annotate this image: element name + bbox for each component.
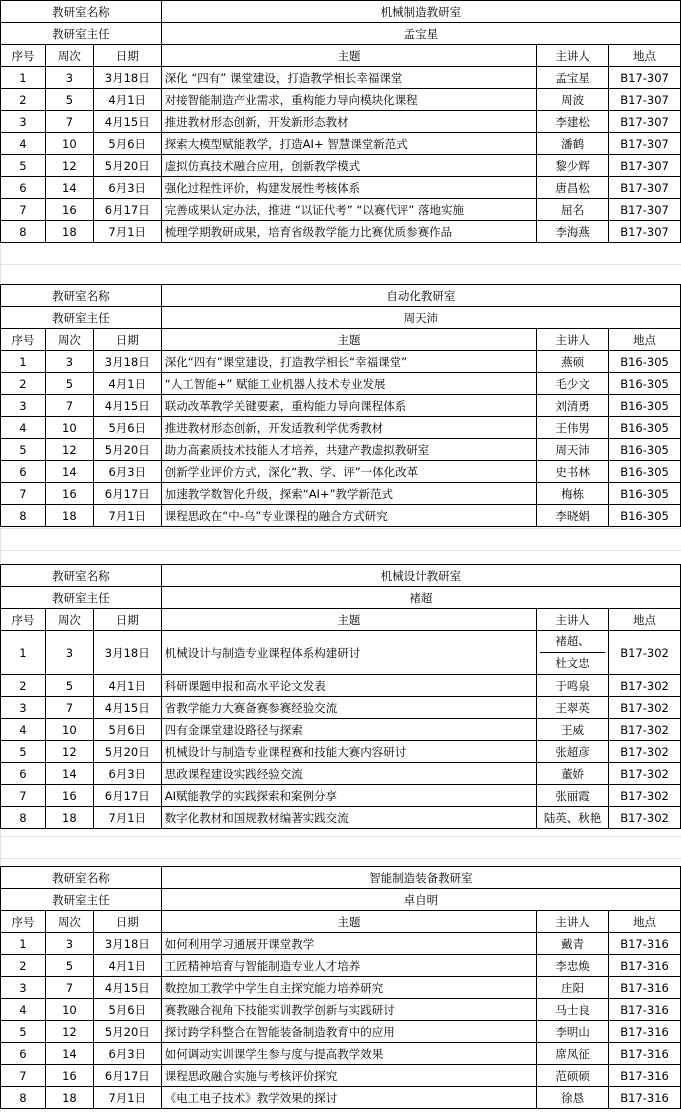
week-cell[interactable]: 7: [45, 977, 93, 999]
topic-cell[interactable]: “人工智能+” 赋能工业机器人技术专业发展: [161, 373, 536, 395]
date-cell[interactable]: 4月15日: [93, 697, 161, 719]
date-cell[interactable]: 3月18日: [93, 351, 161, 373]
topic-cell[interactable]: 《电工电子技术》教学效果的探讨: [161, 1087, 536, 1109]
section-table: [0, 564, 681, 829]
seq-cell[interactable]: 2: [1, 675, 46, 697]
date-cell[interactable]: 5月6日: [93, 719, 161, 741]
column-header-row: [1, 911, 681, 933]
date-cell[interactable]: 6月3日: [93, 1043, 161, 1065]
topic-cell[interactable]: 对接智能制造产业需求，重构能力导向模块化课程: [161, 89, 537, 111]
section-name-row: [1, 867, 681, 889]
table-row: [1, 763, 681, 785]
speaker-cell[interactable]: 王翠英: [537, 697, 609, 719]
section-table: [0, 0, 681, 243]
director-value[interactable]: 周天沛: [161, 307, 680, 329]
date-cell[interactable]: 4月1日: [93, 955, 161, 977]
seq-cell[interactable]: 6: [1, 1043, 46, 1065]
director-row: [1, 587, 681, 609]
topic-cell[interactable]: 赛教融合视角下技能实训教学创新与实践研讨: [161, 999, 536, 1021]
table-row: [1, 155, 681, 177]
column-header-row: [1, 45, 681, 67]
header-speaker: 主讲人: [537, 329, 609, 351]
location-cell[interactable]: B17-307: [609, 199, 681, 221]
topic-cell[interactable]: 思政课程建设实践经验交流: [161, 763, 536, 785]
date-cell[interactable]: 4月1日: [93, 675, 161, 697]
location-cell[interactable]: B16-305: [609, 373, 681, 395]
topic-cell[interactable]: 四有金课堂建设路径与探索: [161, 719, 536, 741]
location-cell[interactable]: B17-302: [609, 697, 681, 719]
speaker-cell[interactable]: 席凤征: [537, 1043, 609, 1065]
date-cell[interactable]: 7月1日: [93, 221, 161, 243]
week-cell[interactable]: 3: [45, 67, 93, 89]
week-cell[interactable]: 10: [45, 999, 93, 1021]
week-cell[interactable]: 12: [45, 439, 93, 461]
date-cell[interactable]: 5月20日: [93, 741, 161, 763]
seq-cell[interactable]: 1: [1, 631, 46, 675]
location-cell[interactable]: B16-305: [609, 461, 681, 483]
speaker-cell[interactable]: 董娇: [537, 763, 609, 785]
seq-cell[interactable]: 3: [1, 395, 46, 417]
room-name-label: 教研室名称: [1, 1, 162, 23]
topic-cell[interactable]: 加速教学数智化升级，探索“AI+”教学新范式: [161, 483, 536, 505]
week-cell[interactable]: 3: [45, 631, 93, 675]
table-row: [1, 439, 681, 461]
header-week: 周次: [45, 329, 93, 351]
speaker-cell[interactable]: [537, 631, 609, 675]
director-row: [1, 307, 681, 329]
date-cell[interactable]: 3月18日: [93, 631, 161, 675]
seq-cell[interactable]: 5: [1, 741, 46, 763]
header-week: 周次: [45, 609, 93, 631]
location-cell[interactable]: B17-307: [609, 67, 681, 89]
location-cell[interactable]: B17-302: [609, 763, 681, 785]
date-cell[interactable]: 3月18日: [93, 67, 161, 89]
column-header-row: [1, 609, 681, 631]
date-cell[interactable]: 7月1日: [93, 1087, 161, 1109]
topic-cell[interactable]: 机械设计与制造专业课程赛和技能大赛内容研讨: [161, 741, 536, 763]
table-row: [1, 955, 681, 977]
week-cell[interactable]: 10: [45, 133, 93, 155]
seq-cell[interactable]: 3: [1, 977, 46, 999]
week-cell[interactable]: 5: [45, 675, 93, 697]
seq-cell[interactable]: 8: [1, 807, 46, 829]
table-row: [1, 1087, 681, 1109]
topic-cell[interactable]: 如何利用学习通展开课堂教学: [161, 933, 536, 955]
location-cell[interactable]: B17-316: [609, 977, 681, 999]
speaker-cell[interactable]: 李建松: [537, 111, 609, 133]
date-cell[interactable]: 6月17日: [93, 785, 161, 807]
date-cell[interactable]: 6月17日: [93, 199, 161, 221]
seq-cell[interactable]: 2: [1, 373, 46, 395]
date-cell[interactable]: 4月1日: [93, 89, 161, 111]
week-cell[interactable]: 16: [45, 785, 93, 807]
seq-cell[interactable]: 3: [1, 111, 46, 133]
topic-cell[interactable]: 如何调动实训课学生参与度与提高教学效果: [161, 1043, 536, 1065]
location-cell[interactable]: B17-307: [609, 133, 681, 155]
location-cell[interactable]: B17-316: [609, 955, 681, 977]
week-cell[interactable]: 14: [45, 177, 93, 199]
week-cell[interactable]: 16: [45, 483, 93, 505]
topic-cell[interactable]: 课程思政融合实施与考核评价探究: [161, 1065, 536, 1087]
director-value[interactable]: 褚超: [161, 587, 680, 609]
header-speaker: 主讲人: [537, 609, 609, 631]
topic-cell[interactable]: 机械设计与制造专业课程体系构建研讨: [161, 631, 536, 675]
speaker-cell[interactable]: 李晓娟: [537, 505, 609, 527]
date-cell[interactable]: 7月1日: [93, 505, 161, 527]
room-name-value[interactable]: 自动化教研室: [161, 285, 680, 307]
seq-cell[interactable]: 2: [1, 955, 46, 977]
date-cell[interactable]: 5月20日: [93, 439, 161, 461]
seq-cell[interactable]: 8: [1, 221, 46, 243]
date-cell[interactable]: 4月15日: [93, 977, 161, 999]
table-row: [1, 373, 681, 395]
table-row: [1, 807, 681, 829]
week-cell[interactable]: 3: [45, 933, 93, 955]
location-cell[interactable]: B16-305: [609, 483, 681, 505]
director-row: [1, 889, 681, 911]
table-row: [1, 351, 681, 373]
location-cell[interactable]: B17-307: [609, 111, 681, 133]
room-name-label: 教研室名称: [1, 867, 162, 889]
topic-cell[interactable]: 虚拟仿真技术融合应用，创新教学模式: [161, 155, 537, 177]
week-cell[interactable]: 16: [45, 199, 93, 221]
speaker-cell[interactable]: 李忠焕: [537, 955, 609, 977]
date-cell[interactable]: 5月6日: [93, 417, 161, 439]
table-row: [1, 1065, 681, 1087]
speaker-cell[interactable]: 周天沛: [537, 439, 609, 461]
table-row: [1, 1043, 681, 1065]
header-seq: 序号: [1, 45, 46, 67]
speaker-cell[interactable]: 李海燕: [537, 221, 609, 243]
date-cell[interactable]: 4月1日: [93, 373, 161, 395]
seq-cell[interactable]: 6: [1, 177, 46, 199]
table-row: [1, 631, 681, 675]
speaker-cell[interactable]: 陆英、秋艳: [537, 807, 609, 829]
topic-cell[interactable]: 推进教材形态创新，开发新形态教材: [161, 111, 537, 133]
header-seq: 序号: [1, 911, 46, 933]
week-cell[interactable]: 16: [45, 1065, 93, 1087]
speaker-cell[interactable]: 戴青: [537, 933, 609, 955]
week-cell[interactable]: 18: [45, 807, 93, 829]
date-cell[interactable]: 6月17日: [93, 1065, 161, 1087]
speaker-cell[interactable]: 屈名: [537, 199, 609, 221]
seq-cell[interactable]: 5: [1, 439, 46, 461]
seq-cell[interactable]: 7: [1, 199, 46, 221]
topic-cell[interactable]: 助力高素质技术技能人才培养，共建产教虚拟教研室: [161, 439, 536, 461]
table-row: [1, 395, 681, 417]
table-row: [1, 177, 681, 199]
location-cell[interactable]: B17-316: [609, 1043, 681, 1065]
header-date: 日期: [93, 45, 161, 67]
header-seq: 序号: [1, 329, 46, 351]
director-value[interactable]: 卓自明: [161, 889, 680, 911]
header-topic: 主题: [161, 911, 536, 933]
speaker-cell[interactable]: 燕硕: [537, 351, 609, 373]
speaker-cell[interactable]: 马士良: [537, 999, 609, 1021]
speaker-cell[interactable]: 史书林: [537, 461, 609, 483]
table-row: [1, 111, 681, 133]
seq-cell[interactable]: 1: [1, 933, 46, 955]
date-cell[interactable]: 5月20日: [93, 1021, 161, 1043]
week-cell[interactable]: 14: [45, 1043, 93, 1065]
speaker-cell[interactable]: 范硕硕: [537, 1065, 609, 1087]
seq-cell[interactable]: 5: [1, 1021, 46, 1043]
week-cell[interactable]: 12: [45, 155, 93, 177]
location-cell[interactable]: B17-302: [609, 719, 681, 741]
date-cell[interactable]: 6月17日: [93, 483, 161, 505]
table-row: [1, 785, 681, 807]
table-row: [1, 133, 681, 155]
seq-cell[interactable]: 2: [1, 89, 46, 111]
week-cell[interactable]: 3: [45, 351, 93, 373]
week-cell[interactable]: 5: [45, 89, 93, 111]
week-cell[interactable]: 7: [45, 697, 93, 719]
table-row: [1, 505, 681, 527]
seq-cell[interactable]: 4: [1, 719, 46, 741]
room-name-value[interactable]: 机械设计教研室: [161, 565, 680, 587]
header-speaker: 主讲人: [537, 45, 609, 67]
speaker-cell[interactable]: 张丽霞: [537, 785, 609, 807]
date-cell[interactable]: 4月15日: [93, 111, 161, 133]
table-row: [1, 417, 681, 439]
speaker-cell[interactable]: 唐昌松: [537, 177, 609, 199]
seq-cell[interactable]: 6: [1, 763, 46, 785]
speaker-cell[interactable]: 李明山: [537, 1021, 609, 1043]
week-cell[interactable]: 10: [45, 719, 93, 741]
topic-cell[interactable]: 探讨跨学科整合在智能装备制造教育中的应用: [161, 1021, 536, 1043]
topic-cell[interactable]: 梳理学期教研成果，培育省级教学能力比赛优质参赛作品: [161, 221, 537, 243]
date-cell[interactable]: 4月15日: [93, 395, 161, 417]
speaker-stack: [540, 631, 605, 674]
table-row: [1, 675, 681, 697]
date-cell[interactable]: 5月6日: [93, 133, 161, 155]
table-row: [1, 719, 681, 741]
director-label: 教研室主任: [1, 889, 162, 911]
speaker-line: 杜文忠: [540, 652, 605, 674]
speaker-cell[interactable]: 周波: [537, 89, 609, 111]
date-cell[interactable]: 3月18日: [93, 933, 161, 955]
topic-cell[interactable]: 课程思政在“中-乌”专业课程的融合方式研究: [161, 505, 536, 527]
section-name-row: [1, 285, 681, 307]
location-cell[interactable]: B17-302: [609, 631, 681, 675]
speaker-cell[interactable]: 于鸣泉: [537, 675, 609, 697]
table-row: [1, 977, 681, 999]
location-cell[interactable]: B17-307: [609, 155, 681, 177]
topic-cell[interactable]: 强化过程性评价，构建发展性考核体系: [161, 177, 537, 199]
room-name-label: 教研室名称: [1, 285, 162, 307]
date-cell[interactable]: 6月3日: [93, 177, 161, 199]
week-cell[interactable]: 12: [45, 1021, 93, 1043]
week-cell[interactable]: 5: [45, 373, 93, 395]
seq-cell[interactable]: 3: [1, 697, 46, 719]
column-header-row: [1, 329, 681, 351]
week-cell[interactable]: 18: [45, 1087, 93, 1109]
location-cell[interactable]: B17-316: [609, 999, 681, 1021]
topic-cell[interactable]: 深化“四有”课堂建设，打造教学相长“幸福课堂”: [161, 351, 536, 373]
speaker-cell[interactable]: 潘鹤: [537, 133, 609, 155]
topic-cell[interactable]: 完善成果认定办法，推进 “以证代考” “以赛代评” 落地实施: [161, 199, 537, 221]
speaker-cell[interactable]: 王伟男: [537, 417, 609, 439]
header-location: 地点: [609, 609, 681, 631]
location-cell[interactable]: B17-302: [609, 741, 681, 763]
table-row: [1, 221, 681, 243]
location-cell[interactable]: B17-307: [609, 89, 681, 111]
table-row: [1, 67, 681, 89]
date-cell[interactable]: 5月6日: [93, 999, 161, 1021]
header-topic: 主题: [161, 609, 536, 631]
header-location: 地点: [609, 45, 681, 67]
topic-cell[interactable]: 科研课题申报和高水平论文发表: [161, 675, 536, 697]
table-row: [1, 697, 681, 719]
header-topic: 主题: [161, 45, 537, 67]
location-cell[interactable]: B17-302: [609, 785, 681, 807]
week-cell[interactable]: 10: [45, 417, 93, 439]
week-cell[interactable]: 14: [45, 763, 93, 785]
seq-cell[interactable]: 8: [1, 1087, 46, 1109]
topic-cell[interactable]: 创新学业评价方式，深化“教、学、评”一体化改革: [161, 461, 536, 483]
header-week: 周次: [45, 911, 93, 933]
speaker-cell[interactable]: 梅栋: [537, 483, 609, 505]
header-location: 地点: [609, 329, 681, 351]
location-cell[interactable]: B16-305: [609, 351, 681, 373]
topic-cell[interactable]: 工匠精神培育与智能制造专业人才培养: [161, 955, 536, 977]
speaker-cell[interactable]: 徐恳: [537, 1087, 609, 1109]
room-name-value[interactable]: 机械制造教研室: [161, 1, 680, 23]
table-row: [1, 461, 681, 483]
week-cell[interactable]: 14: [45, 461, 93, 483]
table-row: [1, 199, 681, 221]
director-label: 教研室主任: [1, 23, 162, 45]
topic-cell[interactable]: AI赋能教学的实践探索和案例分享: [161, 785, 536, 807]
section-table: [0, 866, 681, 1109]
speaker-cell[interactable]: 刘清勇: [537, 395, 609, 417]
section-name-row: [1, 565, 681, 587]
topic-cell[interactable]: 数字化教材和国规教材编著实践交流: [161, 807, 536, 829]
location-cell[interactable]: B16-305: [609, 505, 681, 527]
header-date: 日期: [93, 911, 161, 933]
location-cell[interactable]: B17-316: [609, 933, 681, 955]
location-cell[interactable]: B17-316: [609, 1065, 681, 1087]
header-week: 周次: [45, 45, 93, 67]
week-cell[interactable]: 18: [45, 221, 93, 243]
header-speaker: 主讲人: [537, 911, 609, 933]
room-name-value[interactable]: 智能制造装备教研室: [161, 867, 680, 889]
header-location: 地点: [609, 911, 681, 933]
location-cell[interactable]: B17-316: [609, 1021, 681, 1043]
topic-cell[interactable]: 探索大模型赋能教学，打造AI+ 智慧课堂新范式: [161, 133, 537, 155]
location-cell[interactable]: B17-302: [609, 807, 681, 829]
date-cell[interactable]: 5月20日: [93, 155, 161, 177]
seq-cell[interactable]: 4: [1, 417, 46, 439]
table-row: [1, 741, 681, 763]
topic-cell[interactable]: 数控加工教学中学生自主探究能力培养研究: [161, 977, 536, 999]
seq-cell[interactable]: 6: [1, 461, 46, 483]
seq-cell[interactable]: 4: [1, 999, 46, 1021]
director-row: [1, 23, 681, 45]
speaker-line: 褚超、: [555, 634, 590, 648]
seq-cell[interactable]: 1: [1, 67, 46, 89]
speaker-cell[interactable]: 张超彦: [537, 741, 609, 763]
seq-cell[interactable]: 7: [1, 785, 46, 807]
section-name-row: [1, 1, 681, 23]
location-cell[interactable]: B17-302: [609, 675, 681, 697]
table-row: [1, 483, 681, 505]
table-row: [1, 933, 681, 955]
room-name-label: 教研室名称: [1, 565, 162, 587]
topic-cell[interactable]: 深化 “四有” 课堂建设，打造教学相长幸福课堂: [161, 67, 537, 89]
seq-cell[interactable]: 7: [1, 1065, 46, 1087]
location-cell[interactable]: B17-316: [609, 1087, 681, 1109]
date-cell[interactable]: 6月3日: [93, 763, 161, 785]
section-table: [0, 284, 681, 527]
header-date: 日期: [93, 609, 161, 631]
speaker-cell[interactable]: 毛少文: [537, 373, 609, 395]
speaker-cell[interactable]: 孟宝星: [537, 67, 609, 89]
table-row: [1, 999, 681, 1021]
seq-cell[interactable]: 7: [1, 483, 46, 505]
location-cell[interactable]: B16-305: [609, 395, 681, 417]
date-cell[interactable]: 6月3日: [93, 461, 161, 483]
header-date: 日期: [93, 329, 161, 351]
director-label: 教研室主任: [1, 307, 162, 329]
week-cell[interactable]: 7: [45, 111, 93, 133]
week-cell[interactable]: 7: [45, 395, 93, 417]
week-cell[interactable]: 18: [45, 505, 93, 527]
topic-cell[interactable]: 推进教材形态创新，开发适教利学优秀教材: [161, 417, 536, 439]
director-label: 教研室主任: [1, 587, 162, 609]
week-cell[interactable]: 5: [45, 955, 93, 977]
seq-cell[interactable]: 4: [1, 133, 46, 155]
director-value[interactable]: 孟宝星: [161, 23, 680, 45]
topic-cell[interactable]: 省教学能力大赛备赛参赛经验交流: [161, 697, 536, 719]
speaker-cell[interactable]: 庄阳: [537, 977, 609, 999]
location-cell[interactable]: B17-307: [609, 221, 681, 243]
speaker-cell[interactable]: 黎少辉: [537, 155, 609, 177]
header-seq: 序号: [1, 609, 46, 631]
date-cell[interactable]: 7月1日: [93, 807, 161, 829]
week-cell[interactable]: 12: [45, 741, 93, 763]
header-topic: 主题: [161, 329, 536, 351]
topic-cell[interactable]: 联动改革教学关键要素，重构能力导向课程体系: [161, 395, 536, 417]
table-row: [1, 1021, 681, 1043]
location-cell[interactable]: B16-305: [609, 417, 681, 439]
location-cell[interactable]: B17-307: [609, 177, 681, 199]
speaker-cell[interactable]: 王威: [537, 719, 609, 741]
seq-cell[interactable]: 5: [1, 155, 46, 177]
seq-cell[interactable]: 8: [1, 505, 46, 527]
table-row: [1, 89, 681, 111]
location-cell[interactable]: B16-305: [609, 439, 681, 461]
seq-cell[interactable]: 1: [1, 351, 46, 373]
